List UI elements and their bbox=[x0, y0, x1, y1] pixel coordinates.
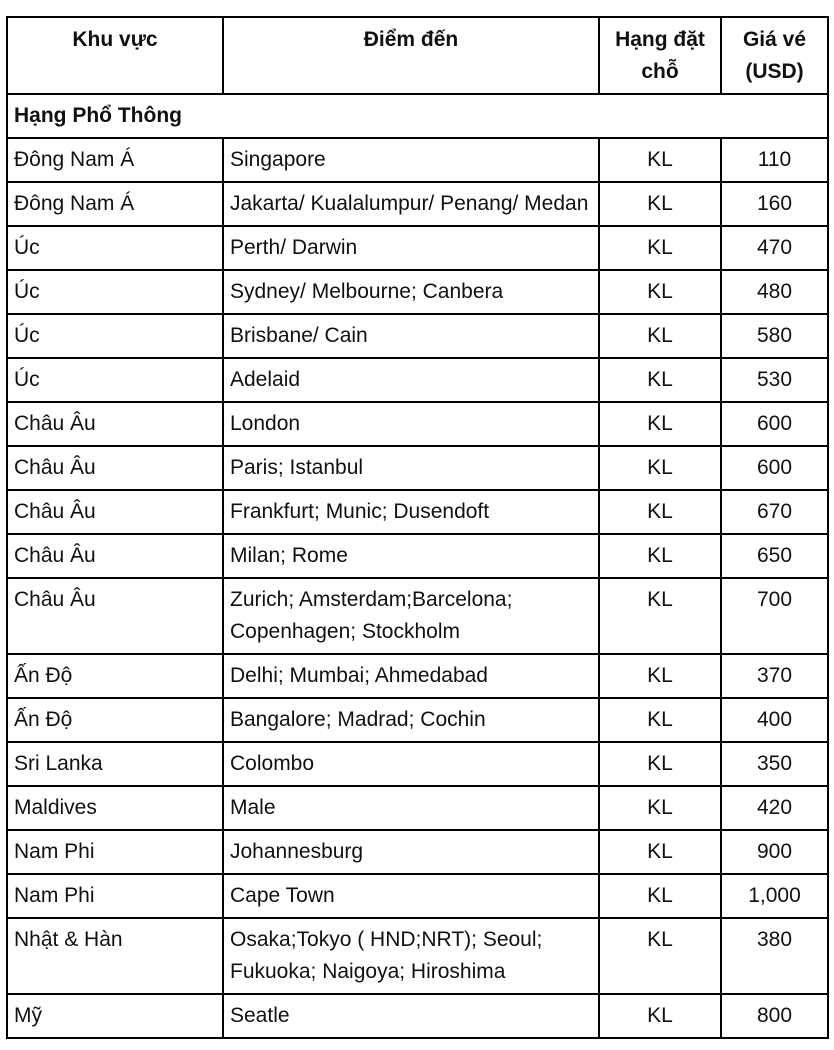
section-row bbox=[7, 94, 828, 138]
cell-booking-class: KL bbox=[599, 314, 721, 358]
table-row bbox=[7, 314, 828, 358]
table-row bbox=[7, 918, 828, 994]
fare-table-container bbox=[6, 16, 829, 1039]
cell-booking-class: KL bbox=[599, 358, 721, 402]
cell-destination: Osaka;Tokyo ( HND;NRT); Seoul; Fukuoka; Naigoya; Hiroshima bbox=[223, 918, 599, 994]
header-region: Khu vực bbox=[7, 17, 223, 94]
table-row bbox=[7, 490, 828, 534]
cell-destination: Seatle bbox=[223, 994, 599, 1038]
cell-region: Châu Âu bbox=[7, 490, 223, 534]
cell-booking-class: KL bbox=[599, 994, 721, 1038]
table-row bbox=[7, 786, 828, 830]
cell-booking-class: KL bbox=[599, 138, 721, 182]
cell-region: Úc bbox=[7, 314, 223, 358]
cell-booking-class: KL bbox=[599, 446, 721, 490]
cell-destination: Colombo bbox=[223, 742, 599, 786]
cell-destination: Delhi; Mumbai; Ahmedabad bbox=[223, 654, 599, 698]
cell-region: Ấn Độ bbox=[7, 698, 223, 742]
table-row bbox=[7, 994, 828, 1038]
cell-booking-class: KL bbox=[599, 226, 721, 270]
cell-price: 400 bbox=[721, 698, 828, 742]
cell-destination: Paris; Istanbul bbox=[223, 446, 599, 490]
header-price: Giá vé (USD) bbox=[721, 17, 828, 94]
cell-price: 420 bbox=[721, 786, 828, 830]
cell-destination: Singapore bbox=[223, 138, 599, 182]
table-row bbox=[7, 578, 828, 654]
cell-destination: Bangalore; Madrad; Cochin bbox=[223, 698, 599, 742]
cell-region: Úc bbox=[7, 270, 223, 314]
cell-destination: Zurich; Amsterdam;Barcelona; Copenhagen; Stockholm bbox=[223, 578, 599, 654]
cell-price: 600 bbox=[721, 446, 828, 490]
cell-destination: Jakarta/ Kualalumpur/ Penang/ Medan bbox=[223, 182, 599, 226]
cell-booking-class: KL bbox=[599, 742, 721, 786]
cell-price: 700 bbox=[721, 578, 828, 654]
cell-destination: Cape Town bbox=[223, 874, 599, 918]
cell-booking-class: KL bbox=[599, 874, 721, 918]
cell-region: Châu Âu bbox=[7, 578, 223, 654]
cell-price: 470 bbox=[721, 226, 828, 270]
cell-region: Maldives bbox=[7, 786, 223, 830]
cell-price: 160 bbox=[721, 182, 828, 226]
cell-destination: London bbox=[223, 402, 599, 446]
cell-price: 600 bbox=[721, 402, 828, 446]
cell-price: 380 bbox=[721, 918, 828, 994]
cell-booking-class: KL bbox=[599, 182, 721, 226]
table-row bbox=[7, 830, 828, 874]
cell-price: 110 bbox=[721, 138, 828, 182]
cell-booking-class: KL bbox=[599, 578, 721, 654]
cell-destination: Frankfurt; Munic; Dusendoft bbox=[223, 490, 599, 534]
cell-booking-class: KL bbox=[599, 402, 721, 446]
header-destination: Điểm đến bbox=[223, 17, 599, 94]
cell-booking-class: KL bbox=[599, 698, 721, 742]
cell-price: 530 bbox=[721, 358, 828, 402]
cell-region: Châu Âu bbox=[7, 402, 223, 446]
fare-table-body bbox=[7, 94, 828, 1038]
table-row bbox=[7, 226, 828, 270]
cell-price: 370 bbox=[721, 654, 828, 698]
table-row bbox=[7, 182, 828, 226]
cell-price: 650 bbox=[721, 534, 828, 578]
cell-price: 670 bbox=[721, 490, 828, 534]
cell-booking-class: KL bbox=[599, 830, 721, 874]
cell-region: Nhật & Hàn bbox=[7, 918, 223, 994]
table-row bbox=[7, 446, 828, 490]
cell-booking-class: KL bbox=[599, 786, 721, 830]
cell-destination: Sydney/ Melbourne; Canbera bbox=[223, 270, 599, 314]
cell-region: Ấn Độ bbox=[7, 654, 223, 698]
cell-price: 350 bbox=[721, 742, 828, 786]
table-row bbox=[7, 874, 828, 918]
fare-table-header bbox=[7, 17, 828, 94]
table-row bbox=[7, 358, 828, 402]
cell-destination: Milan; Rome bbox=[223, 534, 599, 578]
table-row bbox=[7, 698, 828, 742]
cell-booking-class: KL bbox=[599, 918, 721, 994]
cell-region: Sri Lanka bbox=[7, 742, 223, 786]
table-row bbox=[7, 270, 828, 314]
cell-booking-class: KL bbox=[599, 490, 721, 534]
cell-destination: Male bbox=[223, 786, 599, 830]
cell-region: Úc bbox=[7, 358, 223, 402]
table-row bbox=[7, 742, 828, 786]
cell-price: 580 bbox=[721, 314, 828, 358]
cell-region: Mỹ bbox=[7, 994, 223, 1038]
cell-destination: Johannesburg bbox=[223, 830, 599, 874]
cell-booking-class: KL bbox=[599, 654, 721, 698]
cell-booking-class: KL bbox=[599, 534, 721, 578]
table-row bbox=[7, 402, 828, 446]
fare-table bbox=[6, 16, 829, 1039]
cell-destination: Brisbane/ Cain bbox=[223, 314, 599, 358]
table-row bbox=[7, 138, 828, 182]
header-booking-class: Hạng đặt chỗ bbox=[599, 17, 721, 94]
cell-region: Nam Phi bbox=[7, 874, 223, 918]
cell-price: 480 bbox=[721, 270, 828, 314]
table-row bbox=[7, 534, 828, 578]
cell-destination: Perth/ Darwin bbox=[223, 226, 599, 270]
cell-region: Châu Âu bbox=[7, 534, 223, 578]
cell-region: Nam Phi bbox=[7, 830, 223, 874]
cell-region: Đông Nam Á bbox=[7, 182, 223, 226]
header-row bbox=[7, 17, 828, 94]
cell-region: Đông Nam Á bbox=[7, 138, 223, 182]
cell-price: 800 bbox=[721, 994, 828, 1038]
section-title: Hạng Phổ Thông bbox=[7, 94, 828, 138]
cell-booking-class: KL bbox=[599, 270, 721, 314]
cell-destination: Adelaid bbox=[223, 358, 599, 402]
table-row bbox=[7, 654, 828, 698]
cell-region: Châu Âu bbox=[7, 446, 223, 490]
cell-region: Úc bbox=[7, 226, 223, 270]
cell-price: 1,000 bbox=[721, 874, 828, 918]
cell-price: 900 bbox=[721, 830, 828, 874]
